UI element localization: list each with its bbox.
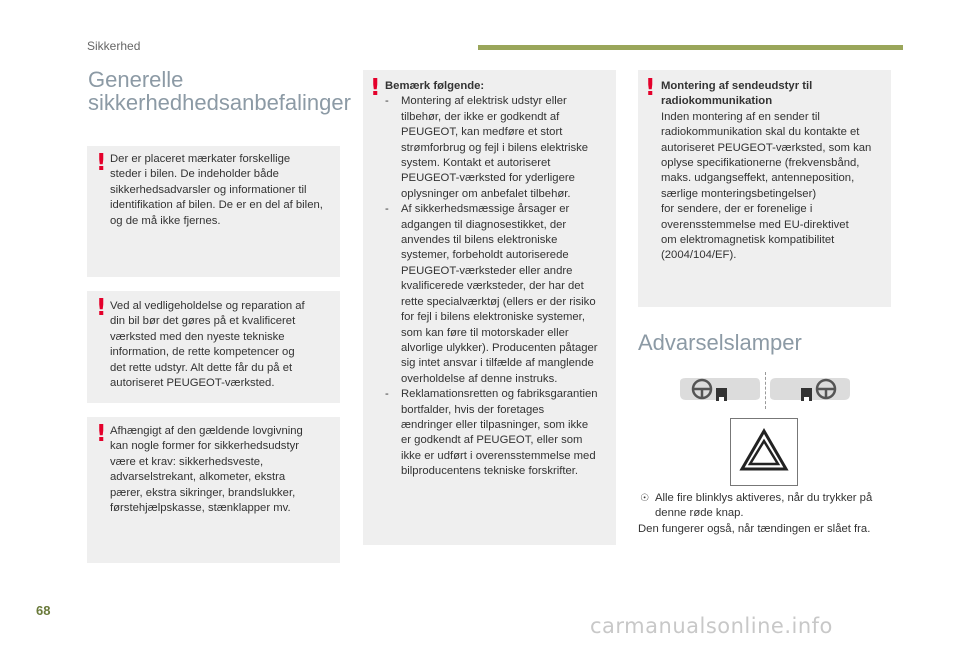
- list-item: - Montering af elektrisk udstyr eller tilbehør, der ikke er godkendt af PEUGEOT, kan medføre et stort strømforbrug og fejl i bilens elektriske system. Kontakt et autoriseret PEUGEOT-værksted for yderligere oplysninger om anbefalet tilbehør.: [385, 95, 589, 200]
- section-label: Sikkerhed: [87, 39, 141, 53]
- list-item: - Reklamationsretten og fabriksgarantien bortfalder, hvis der foretages ændringer eller tilpasninger, som ikke er godkendt af PEUGEOT, eller som ikke er udført i overensstemmelse med bilproducentens tekniske forskrifter.: [385, 388, 598, 478]
- list-item: - Af sikkerhedsmæssige årsager er adgangen til diagnosestikket, der anvendes til bilens elektroniske systemer, forbeholdt autoriserede PEUGEOT-værksteder eller andre kvalificerede værksteder, der har det rette specialværktøj (ellers er der risiko for fejl i bilens elektroniske systemer, som kan føre til motorskader eller alvorlige ulykker). Producenten påtager sig intet ansvar i tilfælde af manglende overholdelse af denne instruks.: [385, 203, 598, 385]
- watermark: carmanualsonline.info: [590, 614, 833, 638]
- notes-list: [385, 94, 615, 479]
- hazard-button-illustration: [730, 418, 798, 486]
- page-title: [88, 68, 351, 114]
- notes-text: [385, 79, 615, 480]
- bullet-marker-icon: ☉: [640, 493, 649, 504]
- radio-heading: Montering af sendeudstyr til radiokommunikation: [661, 80, 813, 108]
- info-text-maintenance: Ved al vedligeholdelse og reparation af din bil bør det gøres på et kvalificeret værksted med den nyeste tekniske information, de rette kompetencer og det rette udstyr. Alt dette får du på et autoriseret PEUGEOT-værksted.: [110, 300, 305, 390]
- illustration-separator: [765, 372, 766, 409]
- warning-icon: !: [96, 150, 107, 176]
- radio-text: Montering af sendeudstyr til radiokommunikation Inden montering af en sender til radiokommunikation skal du kontakte et autoriseret PEUGEOT-værksted, som kan oplyse specifikationerne (frekvensbånd, maks. udgangseffekt, antenneposition, særlige monteringsbetingelser) for sendere, der er forenelige i overensstemmelse med EU-direktivet om elektromagnetisk kompatibilitet (2004/104/EF).: [661, 79, 889, 264]
- title-line-1: Generelle: [88, 67, 184, 92]
- warning-icon: !: [645, 75, 656, 101]
- info-text-equipment: Afhængigt af den gældende lovgivning kan nogle former for sikkerhedsudstyr være et krav: sikkerhedsveste, advarselstrekant, alkometer, ekstra pærer, ekstra sikringer, brandslukker, førstehjælpskasse, stænklapper mv.: [110, 425, 303, 515]
- warning-icon: !: [370, 75, 381, 101]
- title-line-2: sikkerhedhedsanbefalinger: [88, 90, 351, 115]
- after-bullet-text: Den fungerer også, når tændingen er slået fra.: [638, 523, 871, 535]
- dashboard-illustration: [676, 372, 848, 412]
- header-bar: [478, 45, 903, 50]
- hazard-triangle-icon: [731, 419, 797, 485]
- page-number: 68: [36, 603, 51, 618]
- info-text-labels: Der er placeret mærkater forskellige steder i bilen. De indeholder både sikkerhedsadvarsler og informationer til identifikation af bilen. De er en del af bilen, og de må ikke fjernes.: [110, 153, 323, 227]
- dashboard-left-icon: [676, 372, 762, 412]
- warning-icon: !: [96, 421, 107, 447]
- section-title-warning-lamps: Advarselslamper: [638, 330, 802, 355]
- steering-wheel-icon: [768, 372, 854, 412]
- warning-icon: !: [96, 295, 107, 321]
- notes-heading: Bemærk følgende:: [385, 80, 485, 92]
